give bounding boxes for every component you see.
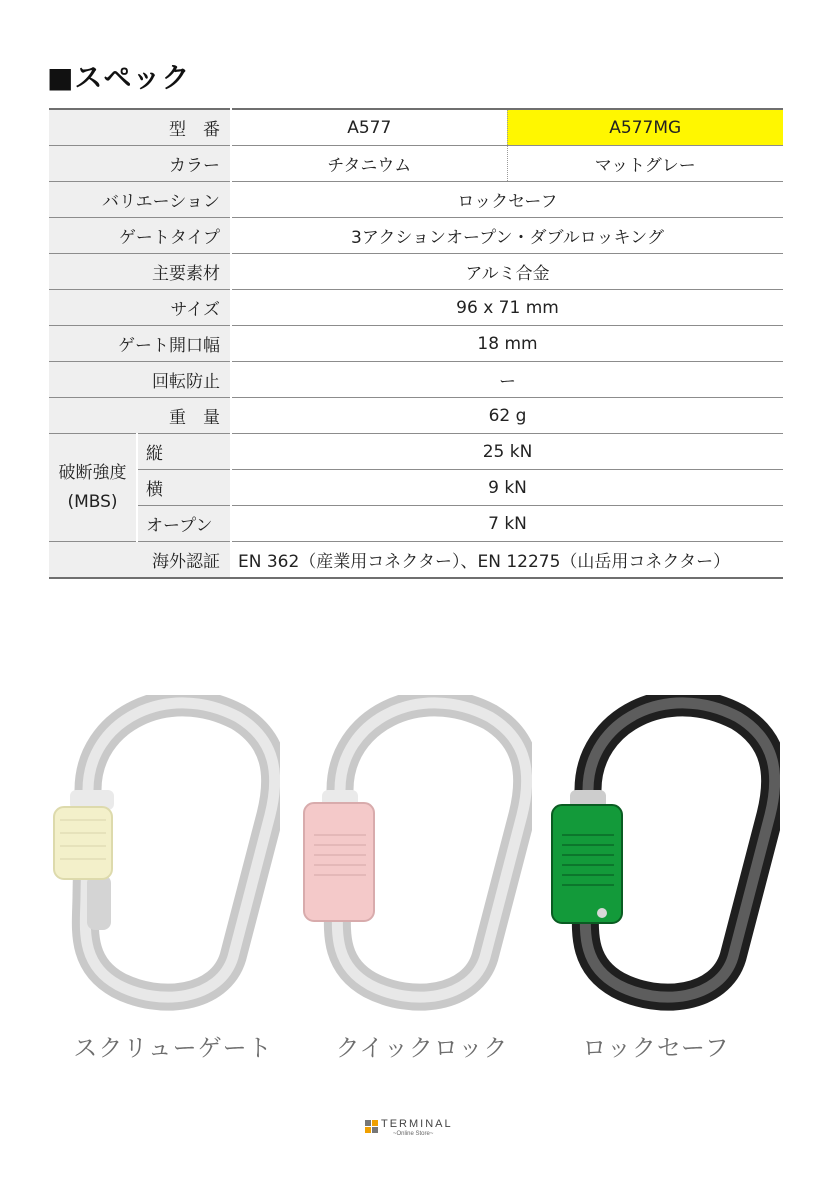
- strength-group-line1: 破断強度: [58, 462, 127, 483]
- value-weight: 62 g: [231, 398, 783, 434]
- value-model-a: A577: [231, 109, 507, 146]
- section-title: ■スペック: [47, 61, 191, 94]
- value-color-b: マットグレー: [507, 146, 783, 182]
- value-gate-opening: 18 mm: [231, 326, 783, 362]
- value-open: 7 kN: [231, 506, 783, 542]
- locksafe-carabiner-image: [548, 695, 780, 1013]
- label-weight: 重 量: [49, 398, 231, 434]
- logo-mark-icon: [365, 1120, 379, 1134]
- row-material: [49, 254, 783, 290]
- value-minor: 9 kN: [231, 470, 783, 506]
- gate-sleeve: [552, 805, 622, 923]
- gate-sleeve: [304, 803, 374, 921]
- value-major: 25 kN: [231, 434, 783, 470]
- row-strength-major: [49, 434, 783, 470]
- row-strength-minor: [49, 470, 783, 506]
- value-anti-rotation: ー: [231, 362, 783, 398]
- row-certification: [49, 542, 783, 579]
- label-gate-opening: ゲート開口幅: [49, 326, 231, 362]
- label-variation: バリエーション: [49, 182, 231, 218]
- terminal-logo: [365, 1118, 453, 1138]
- spec-table: [49, 108, 783, 579]
- label-certification: 海外認証: [49, 542, 231, 579]
- row-gate-type: [49, 218, 783, 254]
- row-size: [49, 290, 783, 326]
- logo-subtitle: ~Online Store~: [393, 1131, 434, 1137]
- quicklock-carabiner-image: [300, 695, 532, 1013]
- label-strength-group: [49, 434, 137, 542]
- row-gate-opening: [49, 326, 783, 362]
- label-gate-type: ゲートタイプ: [49, 218, 231, 254]
- label-color: カラー: [49, 146, 231, 182]
- logo-name: TERMINAL: [381, 1118, 453, 1130]
- screwgate-carabiner-image: [48, 695, 280, 1013]
- value-color-a: チタニウム: [231, 146, 507, 182]
- caption-locksafe: ロックセーフ: [582, 1034, 730, 1062]
- value-material: アルミ合金: [231, 254, 783, 290]
- row-model: [49, 109, 783, 146]
- gate-sleeve: [54, 807, 112, 879]
- row-color: [49, 146, 783, 182]
- row-anti-rotation: [49, 362, 783, 398]
- value-size: 96 x 71 mm: [231, 290, 783, 326]
- value-certification: EN 362（産業用コネクター）、EN 12275（山岳用コネクター）: [231, 542, 783, 579]
- caption-screwgate: スクリューゲート: [73, 1034, 273, 1062]
- label-open: オープン: [137, 506, 231, 542]
- value-model-b: A577MG: [507, 109, 783, 146]
- caption-quicklock: クイックロック: [335, 1034, 509, 1062]
- label-model: 型 番: [49, 109, 231, 146]
- row-variation: [49, 182, 783, 218]
- strength-group-line2: (MBS): [67, 491, 118, 512]
- label-minor: 横: [137, 470, 231, 506]
- value-variation: ロックセーフ: [231, 182, 783, 218]
- label-anti-rotation: 回転防止: [49, 362, 231, 398]
- label-size: サイズ: [49, 290, 231, 326]
- label-material: 主要素材: [49, 254, 231, 290]
- row-strength-open: [49, 506, 783, 542]
- label-major: 縦: [137, 434, 231, 470]
- value-gate-type: 3アクションオープン・ダブルロッキング: [231, 218, 783, 254]
- row-weight: [49, 398, 783, 434]
